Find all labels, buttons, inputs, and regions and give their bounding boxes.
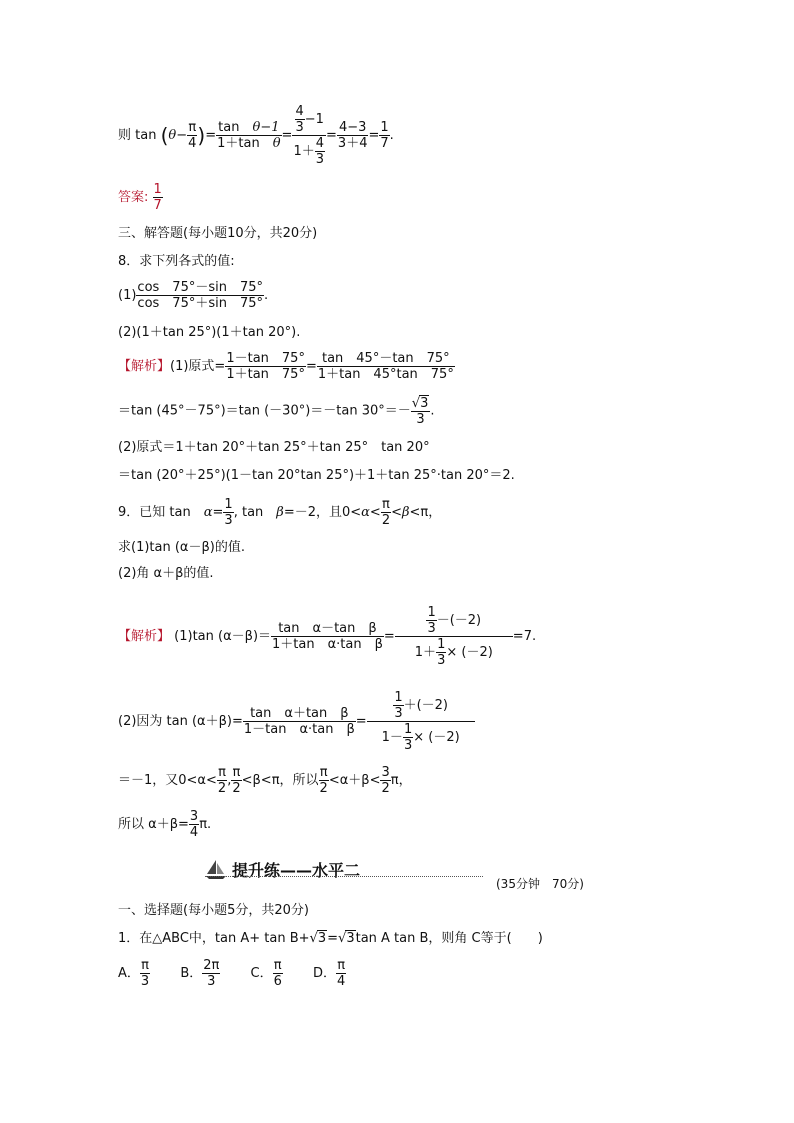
f — [403, 722, 413, 753]
d: 1＋tan 45°tan 75° — [317, 367, 454, 382]
solution-8-line-3: (2)原式＝1＋tan 20°＋tan 25°＋tan 25° tan 20° — [118, 440, 430, 455]
d: 3 — [403, 738, 413, 753]
n: tan 45°－tan 75° — [317, 351, 455, 367]
n: 3 — [189, 809, 199, 824]
t: × (－2) — [446, 645, 493, 660]
f — [426, 605, 436, 636]
t: (2)因为 tan (α＋β)= — [118, 714, 243, 729]
t: 1．在△ABC中，tan A+ tan B+ — [118, 931, 310, 946]
sqrt-arg: 3 — [317, 931, 327, 946]
sqrt-arg: 3 — [420, 396, 429, 411]
option-d[interactable] — [313, 958, 346, 989]
n: π — [337, 958, 346, 973]
big-frac — [367, 690, 475, 753]
n: 4 — [315, 136, 325, 151]
f — [315, 136, 325, 167]
l: A． — [118, 966, 140, 981]
n: cos 75°－sin 75° — [137, 280, 264, 295]
frac — [231, 765, 241, 796]
f — [393, 690, 403, 721]
d — [395, 637, 513, 668]
frac — [225, 351, 306, 382]
d: 1＋tan 75° — [226, 367, 305, 382]
big-frac — [395, 605, 513, 668]
t: = — [212, 505, 224, 520]
d: 2 — [217, 781, 227, 796]
n: 1 — [224, 497, 233, 512]
n: 1 — [427, 605, 436, 620]
beta: β — [402, 505, 410, 520]
t: 1＋ — [414, 645, 437, 660]
solution-9-part-2: (2)因为 tan (α＋β)= $\frac{\text{tan α＋tan β}}{\text{1－tan α·tan β}}$ = $\frac{1}{3}$ ＋(－2) 1－ $\frac{1}{3}$ × (－2) — [118, 690, 475, 753]
options — [118, 958, 346, 989]
t: (1)原式= — [170, 359, 226, 374]
d: 4 — [337, 974, 346, 989]
t: <α＋β< — [328, 773, 381, 788]
t: = — [327, 931, 339, 946]
n: 1 — [394, 690, 403, 705]
n: 3 — [381, 765, 390, 780]
t: −1 — [304, 112, 324, 127]
n: π — [232, 765, 241, 780]
d: 3 — [416, 412, 425, 427]
alpha: α — [361, 505, 370, 520]
question-9-line-2: 求(1)tan (α－β)的值. — [118, 540, 245, 555]
n: 2π — [203, 958, 220, 973]
d: 6 — [273, 974, 282, 989]
section-heading: 三、解答题(每小题10分，共20分) — [118, 226, 318, 241]
t: 1－ — [381, 730, 403, 745]
d: cos 75°＋sin 75° — [137, 296, 264, 311]
frac — [223, 497, 233, 528]
d: 7 — [380, 136, 389, 151]
n: 1－tan 75° — [226, 351, 305, 366]
t: 9．已知 tan — [118, 505, 191, 520]
n: tan α－tan β — [271, 621, 384, 637]
section-header: 提升练——水平二 — [232, 861, 361, 880]
option-c[interactable] — [250, 958, 283, 989]
question-1: 1．在△ABC中，tan A+ tan B+√3=√3tan A tan B，则角 C等于( ) — [118, 931, 543, 946]
t: π， — [390, 773, 412, 788]
n: 1 — [153, 182, 162, 197]
t: tan — [218, 120, 240, 135]
theta: θ — [168, 128, 177, 143]
frac — [336, 958, 346, 989]
d: 3 — [437, 653, 446, 668]
d: 3 — [315, 152, 325, 167]
question-9-line-3: (2)角 α＋β的值. — [118, 566, 214, 581]
n: 4 — [295, 104, 304, 119]
t: ＝tan (45°－75°)＝tan (－30°)＝－tan 30°＝－ — [118, 403, 411, 419]
minus: − — [176, 128, 188, 143]
t: ＝－1，又0<α< — [118, 773, 217, 788]
f — [436, 637, 446, 668]
eq-line-1: 则 tan (θ− $\frac{\pi}{4}$ )= $\frac{\text{tan θ−1}}{\text{1＋tan θ}}$ = $\frac{4}{3}$ −1 1＋ $\frac{4}{3}$ = $\frac{4-3}{3+4}$ = $\frac{1}{7}$ . — [118, 104, 394, 167]
question-8-part-1: (1) $\frac{\cos 75^\circ-\sin 75^\circ}{\cos 75^\circ+\sin 75^\circ}$ . — [118, 280, 269, 311]
n: 1 — [380, 120, 389, 135]
frac — [380, 765, 390, 796]
d: 4 — [189, 825, 199, 840]
den — [292, 136, 326, 167]
d: 3 — [394, 706, 403, 721]
t: × (－2) — [413, 730, 460, 745]
d: 1＋tan α·tan β — [272, 637, 383, 652]
t: 所以 α＋β= — [118, 817, 189, 832]
frac — [337, 120, 369, 151]
t: , tan — [233, 505, 264, 520]
n: π — [382, 497, 390, 512]
l: C． — [250, 966, 273, 981]
n — [367, 690, 475, 722]
n: 4−3 — [337, 120, 369, 136]
t: π. — [199, 817, 212, 832]
t: =7. — [512, 629, 537, 644]
d: 3 — [207, 974, 216, 989]
frac — [379, 120, 389, 151]
t: θ — [272, 136, 281, 151]
paren: ( — [160, 123, 169, 148]
solution-8-line-4: ＝tan (20°＋25°)(1－tan 20°tan 25°)＋1＋tan 25°·tan 20°＝2. — [118, 468, 515, 483]
t: 1＋ — [293, 144, 315, 159]
t: (1)tan (α－β)＝ — [174, 629, 272, 644]
d: 2 — [232, 781, 241, 796]
question-9-line-1 — [118, 497, 441, 528]
num: π — [188, 120, 197, 135]
frac — [381, 497, 391, 528]
t: －(－2) — [436, 613, 482, 628]
frac — [273, 958, 283, 989]
section-heading-choice: 一、选择题(每小题5分，共20分) — [118, 903, 309, 918]
solution-9-line-4 — [118, 809, 211, 840]
t: <π， — [409, 505, 442, 520]
answer-label: 答案: — [118, 190, 149, 205]
n: 1 — [437, 637, 446, 652]
num — [292, 104, 326, 136]
dotted-rule — [205, 876, 483, 877]
l: D． — [313, 966, 337, 981]
text: 则 tan — [118, 128, 157, 143]
frac — [136, 280, 264, 311]
n: 1 — [403, 722, 413, 737]
den — [216, 136, 281, 151]
frac — [411, 395, 431, 427]
solution-9-line-3 — [118, 765, 412, 796]
d — [367, 722, 475, 753]
t: tan A tan B，则角 C等于( ) — [355, 931, 543, 946]
frac — [189, 809, 199, 840]
t: ＋(－2) — [403, 698, 449, 713]
d: 2 — [381, 513, 391, 528]
n — [395, 605, 513, 637]
l: B． — [180, 966, 203, 981]
f — [295, 104, 305, 135]
time-score: (35分钟 70分) — [496, 877, 584, 891]
question-8-part-2: (2)(1＋tan 25°)(1＋tan 20°). — [118, 325, 301, 340]
d: 3 — [224, 513, 233, 528]
frac — [271, 621, 384, 652]
sqrt-arg: 3 — [346, 931, 355, 946]
t: 1＋tan — [217, 136, 260, 151]
t: . — [389, 128, 394, 143]
n: π — [319, 765, 328, 780]
n: π — [273, 958, 282, 973]
d: 3 — [427, 621, 436, 636]
solution-8-line-1: 【解析】(1)原式= $\frac{1-\tan 75^\circ}{1+\tan 75^\circ}$ = $\frac{\tan 45^\circ-\tan 75^\circ}{1+\tan 45^\circ\tan 75^\circ}$ — [118, 351, 454, 382]
frac — [202, 958, 220, 989]
d: 1－tan α·tan β — [243, 722, 355, 737]
d: 3 — [140, 974, 150, 989]
solution-9-part-1: 【解析】 (1)tan (α－β)＝ $\frac{\text{tan α－tan β}}{\text{1＋tan α·tan β}}$ = $\frac{1}{3}$ －(－2) 1＋ $\frac{1}{3}$ × (－2) =7. — [118, 605, 537, 668]
t: < — [369, 505, 381, 520]
t: <β<π，所以 — [241, 773, 319, 788]
t: < — [391, 505, 403, 520]
paren: ) — [197, 123, 206, 148]
option-a[interactable] — [118, 958, 150, 989]
answer-frac — [153, 182, 163, 213]
d: 7 — [153, 198, 162, 213]
frac — [243, 706, 356, 737]
d: 3 — [295, 120, 304, 135]
tan-frac — [216, 120, 281, 151]
den: 4 — [188, 136, 197, 151]
solution-8-line-2: ＝tan (45°－75°)＝tan (－30°)＝－tan 30°＝－ $\frac{√3}{3}$ . — [118, 396, 435, 427]
frac — [217, 765, 227, 796]
solution-tag: 【解析】 — [118, 629, 171, 644]
t: =－2，且0< — [283, 505, 362, 520]
alpha: α — [203, 505, 213, 520]
t: (1) — [118, 288, 137, 303]
frac — [140, 958, 150, 989]
n: tan α＋tan β — [243, 706, 356, 722]
t: , — [227, 773, 232, 788]
num — [216, 120, 281, 136]
n: √3 — [411, 396, 429, 411]
beta: β — [276, 505, 284, 520]
solution-tag: 【解析】 — [118, 359, 171, 374]
d: 2 — [381, 781, 390, 796]
n: π — [218, 765, 226, 780]
t: θ−1 — [252, 120, 280, 135]
frac — [319, 765, 329, 796]
answer-line — [118, 182, 163, 213]
pi-over-4 — [187, 120, 197, 151]
compound-frac — [292, 104, 326, 167]
frac — [317, 351, 455, 382]
n: π — [141, 958, 149, 973]
question-8-title: 8．求下列各式的值: — [118, 254, 235, 269]
d: 2 — [319, 781, 328, 796]
d: 3＋4 — [337, 136, 368, 151]
